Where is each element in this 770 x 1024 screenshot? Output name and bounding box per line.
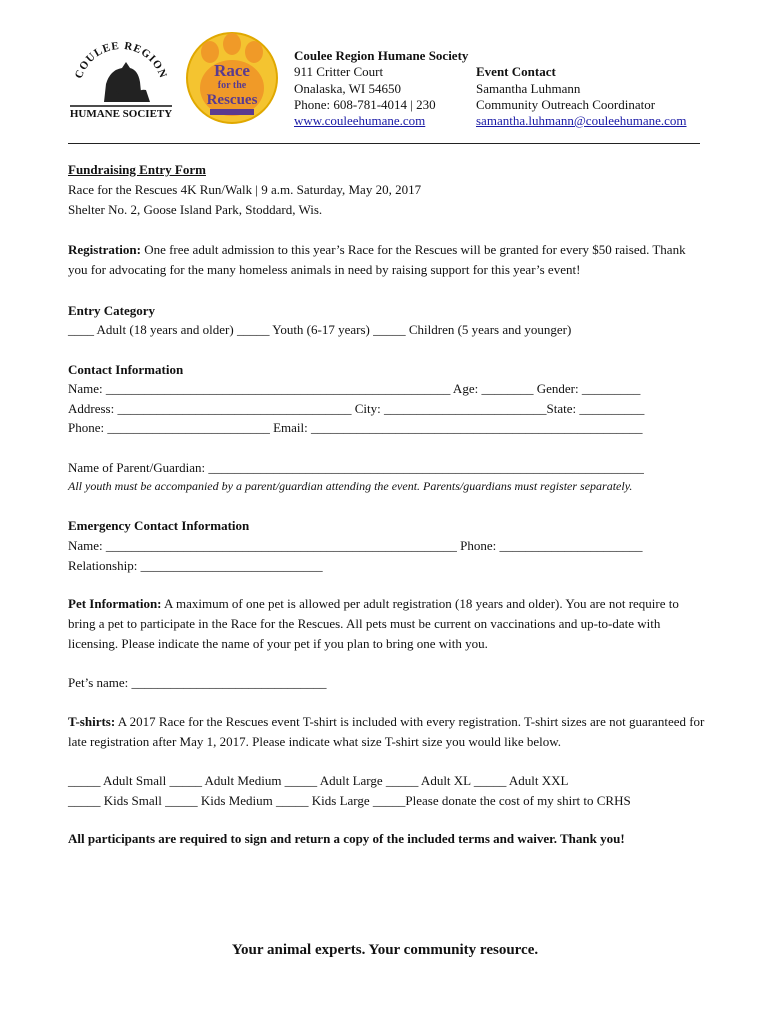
contact-phone-email-fields[interactable]: Phone: _________________________ Email: ___________________________________________________ xyxy=(68,420,643,435)
event-details: Race for the Rescues 4K Run/Walk | 9 a.m. Saturday, May 20, 2017 xyxy=(68,182,422,197)
footer-tagline: Your animal experts. Your community resource. xyxy=(231,942,539,958)
race-logo-graphic xyxy=(186,30,278,126)
tshirt-paragraph xyxy=(68,712,708,752)
closing-note: All participants are required to sign and return a copy of the included terms and waiver. Thank you! xyxy=(68,831,625,846)
pet-info-paragraph xyxy=(68,594,708,654)
crhs-logo xyxy=(66,40,176,120)
guardian-note: All youth must be accompanied by a parent/guardian attending the event. Parents/guardians must register separately. xyxy=(68,479,633,493)
emergency-contact-title: Emergency Contact Information xyxy=(68,518,250,533)
tshirt-adult-sizes[interactable]: _____ Adult Small _____ Adult Medium _____ Adult Large _____ Adult XL _____ Adult XXL xyxy=(68,773,569,788)
crhs-logo-bottom-text: HUMANE SOCIETY xyxy=(69,108,173,120)
race-logo-line2: for the xyxy=(217,80,247,91)
registration-paragraph xyxy=(68,240,708,280)
org-city: Onalaska, WI 54650 xyxy=(294,81,401,96)
event-location: Shelter No. 2, Goose Island Park, Stoddard, Wis. xyxy=(68,202,323,217)
header-divider xyxy=(68,143,700,144)
tshirt-text: A 2017 Race for the Rescues event T-shirt is included with every registration. T-shirt sizes are not guaranteed for late registration after May 1, 2017. Please indicate what size T-shirt size you would like below. xyxy=(68,714,705,749)
entry-category-options[interactable]: ____ Adult (18 years and older) _____ Youth (6-17 years) _____ Children (5 years and younger) xyxy=(68,322,572,337)
pet-name-field[interactable]: Pet’s name: ______________________________ xyxy=(68,675,327,690)
contact-name: Samantha Luhmann xyxy=(476,81,581,96)
contact-name-age-gender-fields[interactable]: Name: _____________________________________________________ Age: ________ Gender: _________ xyxy=(68,381,641,396)
race-logo xyxy=(186,30,278,126)
contact-role: Community Outreach Coordinator xyxy=(476,97,656,112)
org-website-link[interactable]: www.couleehumane.com xyxy=(294,113,426,128)
contact-address-city-state-fields[interactable]: Address: ____________________________________ City: _________________________State: __________ xyxy=(68,401,645,416)
guardian-name-field[interactable]: Name of Parent/Guardian: ___________________________________________________________________ xyxy=(68,460,644,475)
tshirt-label: T-shirts: xyxy=(68,714,116,729)
crhs-logo-graphic xyxy=(66,40,176,120)
org-name: Coulee Region Humane Society xyxy=(294,48,469,63)
pet-info-label: Pet Information: xyxy=(68,596,162,611)
registration-text: One free adult admission to this year’s Race for the Rescues will be granted for every $50 raised. Thank you for advocating for the many homeless animals in need by raising support for this year’s event! xyxy=(68,242,686,277)
contact-info-title: Contact Information xyxy=(68,362,184,377)
entry-category-title: Entry Category xyxy=(68,303,156,318)
contact-email-link[interactable]: samantha.luhmann@couleehumane.com xyxy=(476,113,687,128)
contact-title: Event Contact xyxy=(476,64,556,79)
emergency-relationship-field[interactable]: Relationship: ____________________________ xyxy=(68,558,323,573)
emergency-name-phone-fields[interactable]: Name: ______________________________________________________ Phone: ______________________ xyxy=(68,538,643,553)
org-phone: Phone: 608-781-4014 | 230 xyxy=(294,97,436,112)
race-logo-line1: Race xyxy=(214,61,250,80)
pet-info-text: A maximum of one pet is allowed per adult registration (18 years and older). You are not require to bring a pet to participate in the Race for the Rescues. All pets must be current on vaccinations and up-to-date with licensing. Please indicate the name of your pet if you plan to bring one with you. xyxy=(68,596,679,651)
crhs-logo-arc-text: COULEE REGION xyxy=(72,40,170,81)
org-street: 911 Critter Court xyxy=(294,64,384,79)
form-title: Fundraising Entry Form xyxy=(68,162,206,177)
race-logo-line3: Rescues xyxy=(206,92,258,108)
tshirt-kids-sizes[interactable]: _____ Kids Small _____ Kids Medium _____ Kids Large _____Please donate the cost of my shirt to CRHS xyxy=(68,793,631,808)
registration-label: Registration: xyxy=(68,242,141,257)
